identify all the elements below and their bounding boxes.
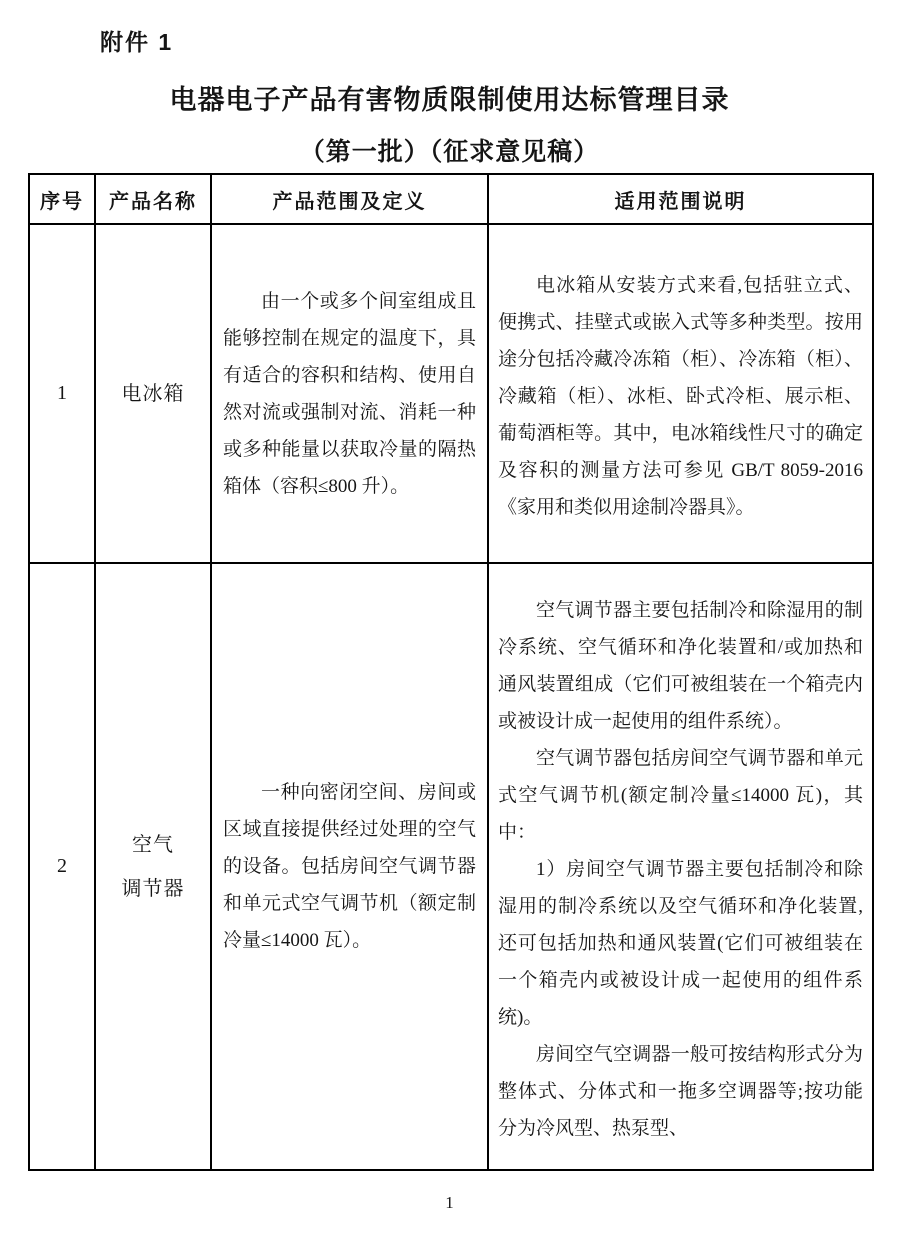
table-row (29, 563, 873, 1170)
row2-index: 2 (29, 563, 95, 1170)
row1-index: 1 (29, 224, 95, 563)
scope-paragraph: 空气调节器主要包括制冷和除湿用的制冷系统、空气循环和净化装置和/或加热和通风装置组成（它们可被组装在一个箱壳内或被设计成一起使用的组件系统）。 (498, 599, 863, 732)
row2-scope-cell (488, 563, 873, 1170)
column-header-index: 序号 (29, 174, 95, 224)
page-title: 电器电子产品有害物质限制使用达标管理目录 (169, 85, 730, 115)
scope-paragraph: 1）房间空气调节器主要包括制冷和除湿用的制冷系统以及空气循环和净化装置,还可包括加热和通风装置(它们可被组装在一个箱壳内或被设计成一起使用的组件系统)。 (498, 858, 863, 1028)
scope-paragraph: 房间空气空调器一般可按结构形式分为整体式、分体式和一拖多空调器等;按功能分为冷风型、热泵型、 (498, 1043, 863, 1139)
row1-definition-cell (211, 224, 488, 563)
row2-definition-cell (211, 563, 488, 1170)
row2-product-name (95, 563, 211, 1170)
page-subtitle: （第一批）（征求意见稿） (299, 138, 600, 166)
table-row (29, 224, 873, 563)
product-name-line: 空气 (132, 833, 174, 856)
product-name-line: 电冰箱 (121, 382, 185, 405)
column-header-product-name: 产品名称 (95, 174, 211, 224)
product-name-line: 调节器 (121, 877, 185, 900)
attachment-label: 附件 1 (100, 29, 174, 55)
row1-scope-cell (488, 224, 873, 563)
page-number: 1 (445, 1193, 454, 1212)
catalog-table (28, 173, 874, 1171)
definition-paragraph: 由一个或多个间室组成且能够控制在规定的温度下，具有适合的容积和结构、使用自然对流或强制对流、消耗一种或多种能量以获取冷量的隔热箱体（容积≤800 升）。 (223, 290, 476, 497)
row1-product-name (95, 224, 211, 563)
scope-paragraph: 电冰箱从安装方式来看,包括驻立式、便携式、挂壁式或嵌入式等多种类型。按用途分包括冷藏冷冻箱（柜）、冷冻箱（柜）、冷藏箱（柜）、冰柜、卧式冷柜、展示柜、葡萄酒柜等。其中，电冰箱线性尺寸的确定及容积的测量方法可参见 GB/T 8059-2016《家用和类似用途制冷器具》。 (498, 274, 863, 518)
column-header-scope: 适用范围说明 (488, 174, 873, 224)
scope-paragraph: 空气调节器包括房间空气调节器和单元式空气调节机(额定制冷量≤14000 瓦)，其中： (498, 747, 863, 843)
definition-paragraph: 一种向密闭空间、房间或区域直接提供经过处理的空气的设备。包括房间空气调节器和单元式空气调节机（额定制冷量≤14000 瓦）。 (223, 782, 476, 951)
column-header-definition: 产品范围及定义 (211, 174, 488, 224)
table-header-row (29, 174, 873, 224)
